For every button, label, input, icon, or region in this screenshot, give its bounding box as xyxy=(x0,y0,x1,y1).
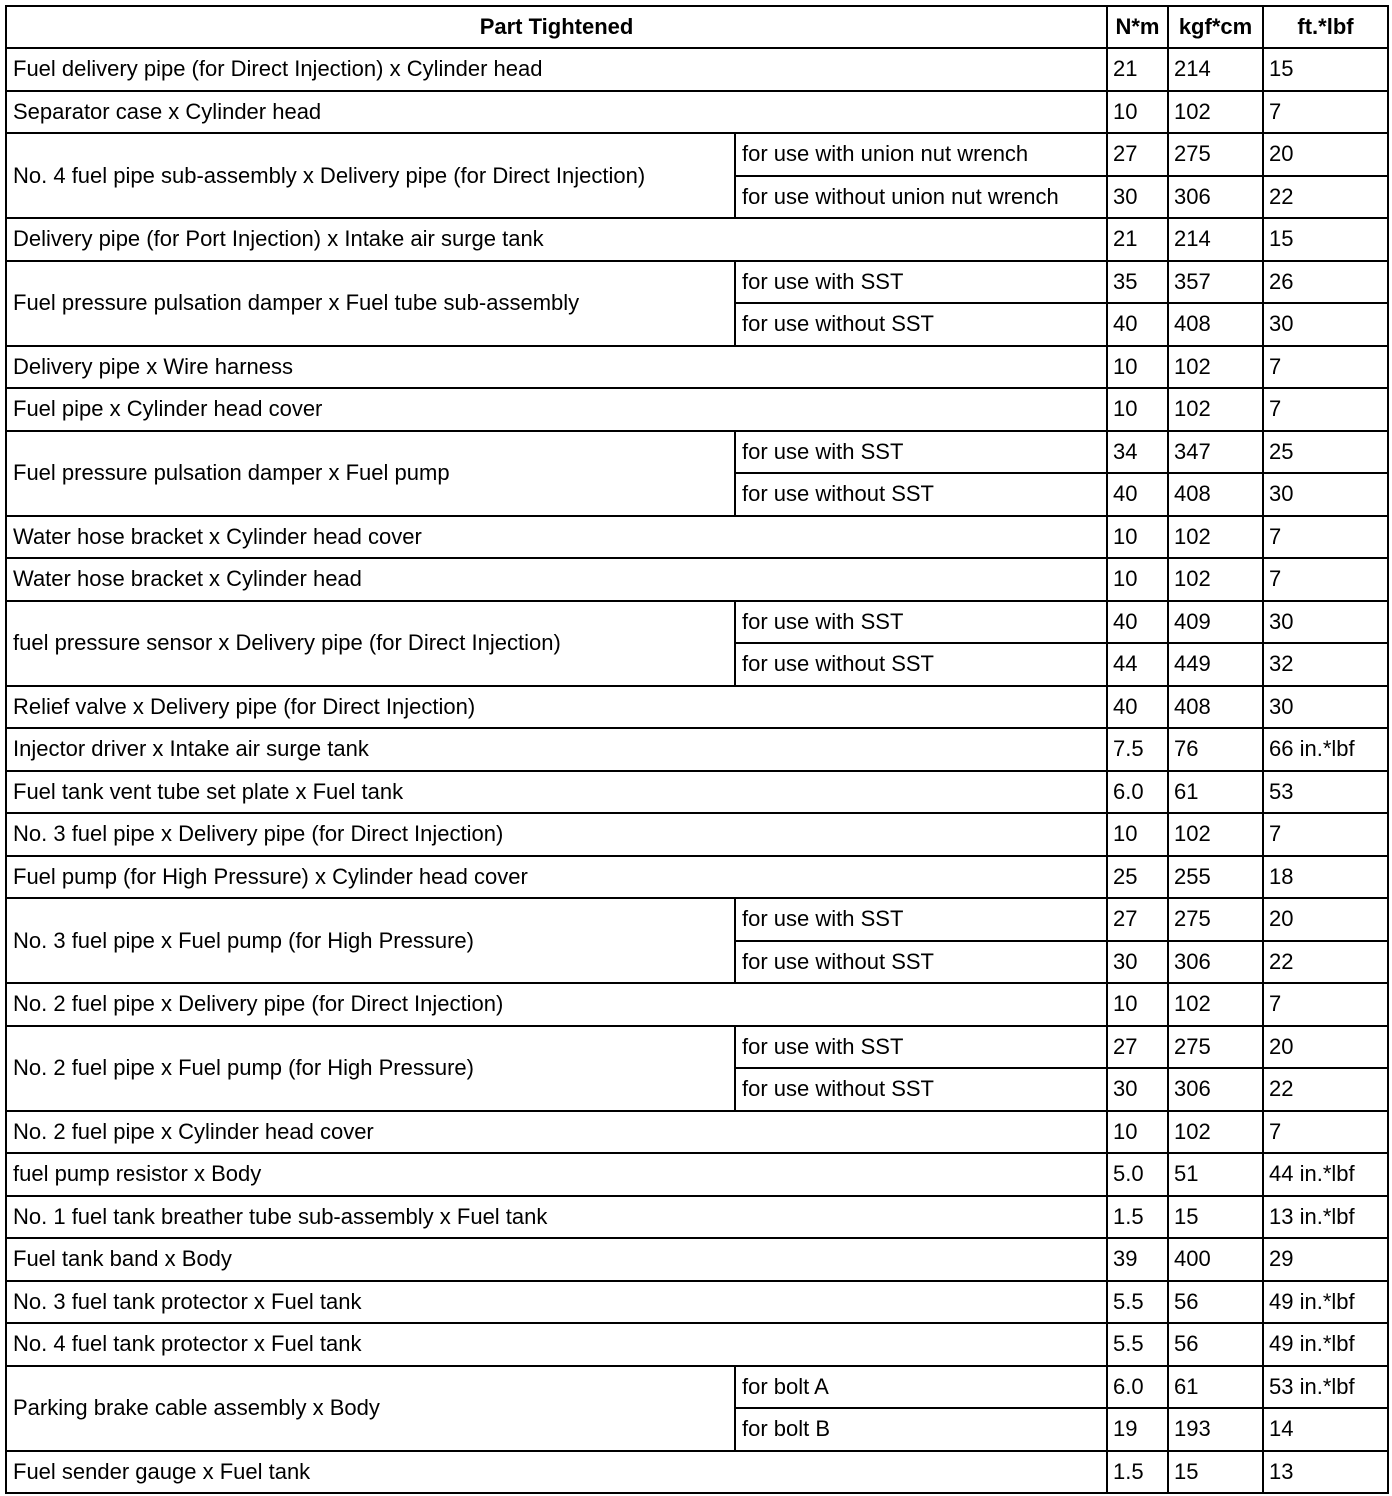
part-name-cell: Fuel delivery pipe (for Direct Injection) x Cylinder head xyxy=(6,48,1107,91)
condition-cell: for bolt B xyxy=(735,1408,1107,1451)
nm-value-cell: 25 xyxy=(1107,856,1168,899)
nm-value-cell: 44 xyxy=(1107,643,1168,686)
header-nm: N*m xyxy=(1107,6,1168,48)
table-body xyxy=(6,48,1388,1493)
ft-lbf-value-cell: 53 xyxy=(1263,771,1388,814)
kgf-cm-value-cell: 306 xyxy=(1168,941,1263,984)
condition-cell: for use with SST xyxy=(735,261,1107,304)
kgf-cm-value-cell: 408 xyxy=(1168,686,1263,729)
kgf-cm-value-cell: 102 xyxy=(1168,1111,1263,1154)
kgf-cm-value-cell: 275 xyxy=(1168,133,1263,176)
table-row xyxy=(6,346,1388,389)
ft-lbf-value-cell: 7 xyxy=(1263,388,1388,431)
nm-value-cell: 10 xyxy=(1107,91,1168,134)
ft-lbf-value-cell: 30 xyxy=(1263,686,1388,729)
nm-value-cell: 27 xyxy=(1107,1026,1168,1069)
kgf-cm-value-cell: 408 xyxy=(1168,303,1263,346)
table-row xyxy=(6,48,1388,91)
ft-lbf-value-cell: 7 xyxy=(1263,558,1388,601)
nm-value-cell: 40 xyxy=(1107,303,1168,346)
condition-cell: for use without SST xyxy=(735,1068,1107,1111)
nm-value-cell: 30 xyxy=(1107,176,1168,219)
table-row xyxy=(6,898,1388,941)
part-name-cell: No. 3 fuel tank protector x Fuel tank xyxy=(6,1281,1107,1324)
part-name-cell: No. 2 fuel pipe x Delivery pipe (for Direct Injection) xyxy=(6,983,1107,1026)
nm-value-cell: 39 xyxy=(1107,1238,1168,1281)
kgf-cm-value-cell: 102 xyxy=(1168,558,1263,601)
part-name-cell: Water hose bracket x Cylinder head cover xyxy=(6,516,1107,559)
kgf-cm-value-cell: 51 xyxy=(1168,1153,1263,1196)
part-name-cell: No. 2 fuel pipe x Fuel pump (for High Pressure) xyxy=(6,1026,735,1111)
table-row xyxy=(6,388,1388,431)
kgf-cm-value-cell: 102 xyxy=(1168,346,1263,389)
ft-lbf-value-cell: 44 in.*lbf xyxy=(1263,1153,1388,1196)
condition-cell: for use with union nut wrench xyxy=(735,133,1107,176)
part-name-cell: No. 3 fuel pipe x Fuel pump (for High Pressure) xyxy=(6,898,735,983)
kgf-cm-value-cell: 102 xyxy=(1168,91,1263,134)
kgf-cm-value-cell: 102 xyxy=(1168,983,1263,1026)
header-row xyxy=(6,6,1388,48)
ft-lbf-value-cell: 7 xyxy=(1263,813,1388,856)
table-row xyxy=(6,558,1388,601)
ft-lbf-value-cell: 26 xyxy=(1263,261,1388,304)
ft-lbf-value-cell: 49 in.*lbf xyxy=(1263,1281,1388,1324)
condition-cell: for use with SST xyxy=(735,1026,1107,1069)
nm-value-cell: 5.5 xyxy=(1107,1281,1168,1324)
table-row xyxy=(6,771,1388,814)
ft-lbf-value-cell: 15 xyxy=(1263,218,1388,261)
kgf-cm-value-cell: 408 xyxy=(1168,473,1263,516)
nm-value-cell: 5.0 xyxy=(1107,1153,1168,1196)
nm-value-cell: 6.0 xyxy=(1107,771,1168,814)
table-row xyxy=(6,1281,1388,1324)
ft-lbf-value-cell: 13 in.*lbf xyxy=(1263,1196,1388,1239)
kgf-cm-value-cell: 275 xyxy=(1168,1026,1263,1069)
part-name-cell: Fuel pipe x Cylinder head cover xyxy=(6,388,1107,431)
nm-value-cell: 6.0 xyxy=(1107,1366,1168,1409)
kgf-cm-value-cell: 214 xyxy=(1168,48,1263,91)
kgf-cm-value-cell: 255 xyxy=(1168,856,1263,899)
nm-value-cell: 10 xyxy=(1107,983,1168,1026)
torque-specification-table xyxy=(5,5,1389,1494)
table-row xyxy=(6,1026,1388,1069)
ft-lbf-value-cell: 53 in.*lbf xyxy=(1263,1366,1388,1409)
part-name-cell: Water hose bracket x Cylinder head xyxy=(6,558,1107,601)
table-row xyxy=(6,1323,1388,1366)
header-kgf-cm: kgf*cm xyxy=(1168,6,1263,48)
kgf-cm-value-cell: 61 xyxy=(1168,1366,1263,1409)
ft-lbf-value-cell: 22 xyxy=(1263,1068,1388,1111)
condition-cell: for use without union nut wrench xyxy=(735,176,1107,219)
ft-lbf-value-cell: 18 xyxy=(1263,856,1388,899)
part-name-cell: No. 4 fuel pipe sub-assembly x Delivery pipe (for Direct Injection) xyxy=(6,133,735,218)
table-row xyxy=(6,686,1388,729)
table-row xyxy=(6,813,1388,856)
table-row xyxy=(6,1238,1388,1281)
ft-lbf-value-cell: 7 xyxy=(1263,1111,1388,1154)
table-row xyxy=(6,431,1388,474)
ft-lbf-value-cell: 30 xyxy=(1263,601,1388,644)
ft-lbf-value-cell: 15 xyxy=(1263,48,1388,91)
part-name-cell: Fuel tank band x Body xyxy=(6,1238,1107,1281)
kgf-cm-value-cell: 275 xyxy=(1168,898,1263,941)
part-name-cell: No. 1 fuel tank breather tube sub-assembly x Fuel tank xyxy=(6,1196,1107,1239)
nm-value-cell: 27 xyxy=(1107,133,1168,176)
kgf-cm-value-cell: 193 xyxy=(1168,1408,1263,1451)
condition-cell: for use without SST xyxy=(735,303,1107,346)
table-row xyxy=(6,133,1388,176)
kgf-cm-value-cell: 76 xyxy=(1168,728,1263,771)
nm-value-cell: 10 xyxy=(1107,558,1168,601)
nm-value-cell: 40 xyxy=(1107,601,1168,644)
nm-value-cell: 30 xyxy=(1107,941,1168,984)
condition-cell: for bolt A xyxy=(735,1366,1107,1409)
header-ft-lbf: ft.*lbf xyxy=(1263,6,1388,48)
ft-lbf-value-cell: 20 xyxy=(1263,1026,1388,1069)
condition-cell: for use without SST xyxy=(735,643,1107,686)
part-name-cell: Injector driver x Intake air surge tank xyxy=(6,728,1107,771)
ft-lbf-value-cell: 66 in.*lbf xyxy=(1263,728,1388,771)
nm-value-cell: 1.5 xyxy=(1107,1451,1168,1494)
nm-value-cell: 19 xyxy=(1107,1408,1168,1451)
kgf-cm-value-cell: 56 xyxy=(1168,1323,1263,1366)
part-name-cell: fuel pump resistor x Body xyxy=(6,1153,1107,1196)
table-row xyxy=(6,728,1388,771)
kgf-cm-value-cell: 306 xyxy=(1168,176,1263,219)
ft-lbf-value-cell: 20 xyxy=(1263,133,1388,176)
ft-lbf-value-cell: 32 xyxy=(1263,643,1388,686)
ft-lbf-value-cell: 29 xyxy=(1263,1238,1388,1281)
part-name-cell: Delivery pipe x Wire harness xyxy=(6,346,1107,389)
part-name-cell: Parking brake cable assembly x Body xyxy=(6,1366,735,1451)
kgf-cm-value-cell: 102 xyxy=(1168,813,1263,856)
ft-lbf-value-cell: 20 xyxy=(1263,898,1388,941)
part-name-cell: No. 4 fuel tank protector x Fuel tank xyxy=(6,1323,1107,1366)
part-name-cell: Fuel pressure pulsation damper x Fuel tube sub-assembly xyxy=(6,261,735,346)
part-name-cell: No. 2 fuel pipe x Cylinder head cover xyxy=(6,1111,1107,1154)
nm-value-cell: 10 xyxy=(1107,346,1168,389)
table-row xyxy=(6,261,1388,304)
kgf-cm-value-cell: 102 xyxy=(1168,516,1263,559)
ft-lbf-value-cell: 14 xyxy=(1263,1408,1388,1451)
part-name-cell: fuel pressure sensor x Delivery pipe (for Direct Injection) xyxy=(6,601,735,686)
part-name-cell: Separator case x Cylinder head xyxy=(6,91,1107,134)
nm-value-cell: 10 xyxy=(1107,813,1168,856)
ft-lbf-value-cell: 7 xyxy=(1263,91,1388,134)
kgf-cm-value-cell: 357 xyxy=(1168,261,1263,304)
ft-lbf-value-cell: 13 xyxy=(1263,1451,1388,1494)
part-name-cell: Relief valve x Delivery pipe (for Direct Injection) xyxy=(6,686,1107,729)
nm-value-cell: 21 xyxy=(1107,218,1168,261)
ft-lbf-value-cell: 22 xyxy=(1263,176,1388,219)
table-row xyxy=(6,516,1388,559)
nm-value-cell: 27 xyxy=(1107,898,1168,941)
part-name-cell: No. 3 fuel pipe x Delivery pipe (for Direct Injection) xyxy=(6,813,1107,856)
kgf-cm-value-cell: 61 xyxy=(1168,771,1263,814)
kgf-cm-value-cell: 15 xyxy=(1168,1196,1263,1239)
table-row xyxy=(6,983,1388,1026)
nm-value-cell: 40 xyxy=(1107,473,1168,516)
table-row xyxy=(6,91,1388,134)
header-part-tightened: Part Tightened xyxy=(6,6,1107,48)
nm-value-cell: 30 xyxy=(1107,1068,1168,1111)
part-name-cell: Delivery pipe (for Port Injection) x Intake air surge tank xyxy=(6,218,1107,261)
nm-value-cell: 10 xyxy=(1107,1111,1168,1154)
condition-cell: for use with SST xyxy=(735,431,1107,474)
kgf-cm-value-cell: 347 xyxy=(1168,431,1263,474)
ft-lbf-value-cell: 49 in.*lbf xyxy=(1263,1323,1388,1366)
table-row xyxy=(6,601,1388,644)
nm-value-cell: 10 xyxy=(1107,516,1168,559)
nm-value-cell: 5.5 xyxy=(1107,1323,1168,1366)
table-row xyxy=(6,856,1388,899)
ft-lbf-value-cell: 22 xyxy=(1263,941,1388,984)
condition-cell: for use without SST xyxy=(735,941,1107,984)
nm-value-cell: 40 xyxy=(1107,686,1168,729)
kgf-cm-value-cell: 409 xyxy=(1168,601,1263,644)
ft-lbf-value-cell: 7 xyxy=(1263,346,1388,389)
table-row xyxy=(6,1196,1388,1239)
part-name-cell: Fuel pump (for High Pressure) x Cylinder head cover xyxy=(6,856,1107,899)
table-row xyxy=(6,1153,1388,1196)
condition-cell: for use with SST xyxy=(735,601,1107,644)
table-row xyxy=(6,1366,1388,1409)
part-name-cell: Fuel tank vent tube set plate x Fuel tank xyxy=(6,771,1107,814)
kgf-cm-value-cell: 214 xyxy=(1168,218,1263,261)
table-row xyxy=(6,1111,1388,1154)
kgf-cm-value-cell: 400 xyxy=(1168,1238,1263,1281)
nm-value-cell: 10 xyxy=(1107,388,1168,431)
ft-lbf-value-cell: 7 xyxy=(1263,516,1388,559)
part-name-cell: Fuel sender gauge x Fuel tank xyxy=(6,1451,1107,1494)
kgf-cm-value-cell: 56 xyxy=(1168,1281,1263,1324)
kgf-cm-value-cell: 15 xyxy=(1168,1451,1263,1494)
condition-cell: for use with SST xyxy=(735,898,1107,941)
table-row xyxy=(6,218,1388,261)
nm-value-cell: 35 xyxy=(1107,261,1168,304)
kgf-cm-value-cell: 306 xyxy=(1168,1068,1263,1111)
ft-lbf-value-cell: 25 xyxy=(1263,431,1388,474)
part-name-cell: Fuel pressure pulsation damper x Fuel pump xyxy=(6,431,735,516)
ft-lbf-value-cell: 30 xyxy=(1263,303,1388,346)
nm-value-cell: 1.5 xyxy=(1107,1196,1168,1239)
table-row xyxy=(6,1451,1388,1494)
kgf-cm-value-cell: 449 xyxy=(1168,643,1263,686)
condition-cell: for use without SST xyxy=(735,473,1107,516)
kgf-cm-value-cell: 102 xyxy=(1168,388,1263,431)
nm-value-cell: 7.5 xyxy=(1107,728,1168,771)
ft-lbf-value-cell: 7 xyxy=(1263,983,1388,1026)
ft-lbf-value-cell: 30 xyxy=(1263,473,1388,516)
nm-value-cell: 21 xyxy=(1107,48,1168,91)
nm-value-cell: 34 xyxy=(1107,431,1168,474)
